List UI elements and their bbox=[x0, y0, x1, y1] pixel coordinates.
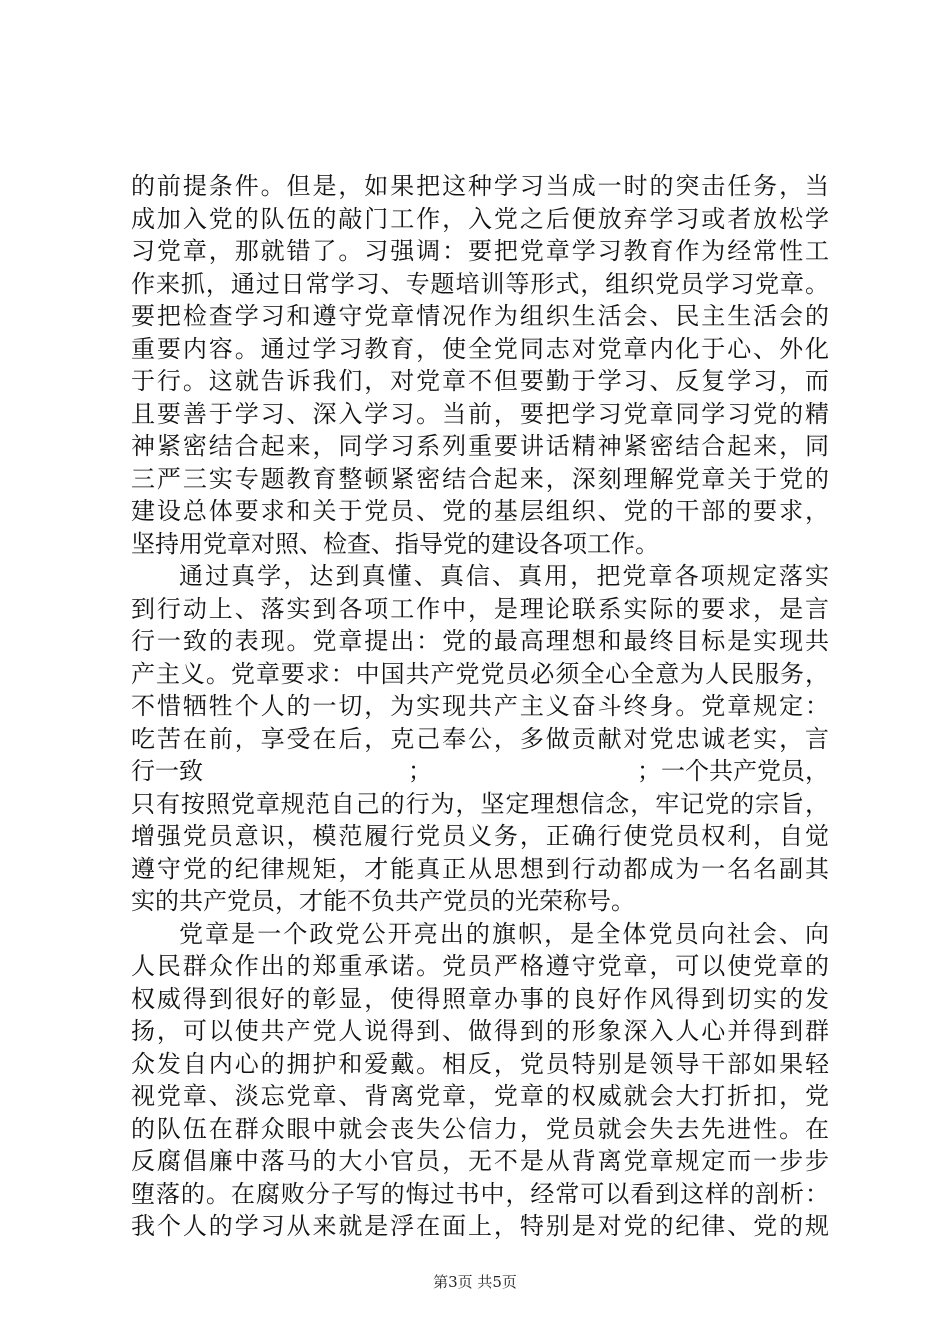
text-line: 的前提条件。但是，如果把这种学习当成一时的突击任务，当 bbox=[131, 172, 829, 200]
text-line: 堕落的。在腐败分子写的悔过书中，经常可以看到这样的剖析： bbox=[131, 1179, 829, 1208]
paragraph-first-line: 党章是一个政党公开亮出的旗帜，是全体党员向社会、向 bbox=[179, 919, 829, 948]
text-line: 作来抓，通过日常学习、专题培训等形式，组织党员学习党章。 bbox=[131, 269, 829, 298]
text-line: 且要善于学习、深入学习。当前，要把学习党章同学习党的精 bbox=[131, 399, 829, 428]
document-body bbox=[131, 170, 829, 1243]
split-line-part3: ；一个共产党员， bbox=[637, 757, 829, 785]
text-line: 坚持用党章对照、检查、指导党的建设各项工作。 bbox=[131, 529, 659, 558]
split-line-part2: ； bbox=[408, 757, 432, 785]
text-line: 重要内容。通过学习教育，使全党同志对党章内化于心、外化 bbox=[131, 334, 829, 363]
text-line: 吃苦在前，享受在后，克己奉公，多做贡献对党忠诚老实，言 bbox=[131, 724, 829, 753]
text-line: 遵守党的纪律规矩，才能真正从思想到行动都成为一名名副其 bbox=[131, 854, 829, 883]
text-line: 于行。这就告诉我们，对党章不但要勤于学习、反复学习，而 bbox=[131, 367, 829, 395]
text-line: 视党章、淡忘党章、背离党章，党章的权威就会大打折扣，党 bbox=[131, 1082, 829, 1110]
text-line: 反腐倡廉中落马的大小官员，无不是从背离党章规定而一步步 bbox=[131, 1147, 829, 1175]
text-line: 人民群众作出的郑重承诺。党员严格遵守党章，可以使党章的 bbox=[131, 952, 829, 980]
text-line: 三严三实专题教育整顿紧密结合起来，深刻理解党章关于党的 bbox=[131, 464, 829, 493]
text-line: 我个人的学习从来就是浮在面上，特别是对党的纪律、党的规 bbox=[131, 1212, 829, 1240]
text-line: 只有按照党章规范自己的行为，坚定理想信念，牢记党的宗旨， bbox=[131, 789, 829, 818]
split-text-line bbox=[131, 755, 829, 788]
text-line: 权威得到很好的彰显，使得照章办事的良好作风得到切实的发 bbox=[131, 984, 829, 1013]
text-line: 要把检查学习和遵守党章情况作为组织生活会、民主生活会的 bbox=[131, 302, 829, 330]
text-line: 实的共产党员，才能不负共产党员的光荣称号。 bbox=[131, 887, 635, 915]
text-line: 到行动上、落实到各项工作中，是理论联系实际的要求，是言 bbox=[131, 594, 829, 623]
text-line: 产主义。党章要求：中国共产党党员必须全心全意为人民服务， bbox=[131, 659, 829, 688]
text-line: 扬，可以使共产党人说得到、做得到的形象深入人心并得到群 bbox=[131, 1017, 829, 1045]
text-line: 增强党员意识，模范履行党员义务，正确行使党员权利，自觉 bbox=[131, 822, 829, 850]
text-line: 习党章，那就错了。习强调：要把党章学习教育作为经常性工 bbox=[131, 237, 829, 265]
text-line: 建设总体要求和关于党员、党的基层组织、党的干部的要求， bbox=[131, 497, 829, 525]
text-line: 的队伍在群众眼中就会丧失公信力，党员就会失去先进性。在 bbox=[131, 1114, 829, 1143]
text-line: 行一致的表现。党章提出：党的最高理想和最终目标是实现共 bbox=[131, 627, 829, 655]
text-line: 神紧密结合起来，同学习系列重要讲话精神紧密结合起来，同 bbox=[131, 432, 829, 460]
page-footer: 第3页 共5页 bbox=[433, 1273, 517, 1291]
text-line: 成加入党的队伍的敲门工作，入党之后便放弃学习或者放松学 bbox=[131, 204, 829, 233]
paragraph-first-line: 通过真学，达到真懂、真信、真用，把党章各项规定落实 bbox=[179, 562, 829, 590]
text-line: 众发自内心的拥护和爱戴。相反，党员特别是领导干部如果轻 bbox=[131, 1049, 829, 1078]
text-line: 不惜牺牲个人的一切，为实现共产主义奋斗终身。党章规定： bbox=[131, 692, 829, 720]
split-line-part1: 行一致 bbox=[131, 757, 203, 785]
